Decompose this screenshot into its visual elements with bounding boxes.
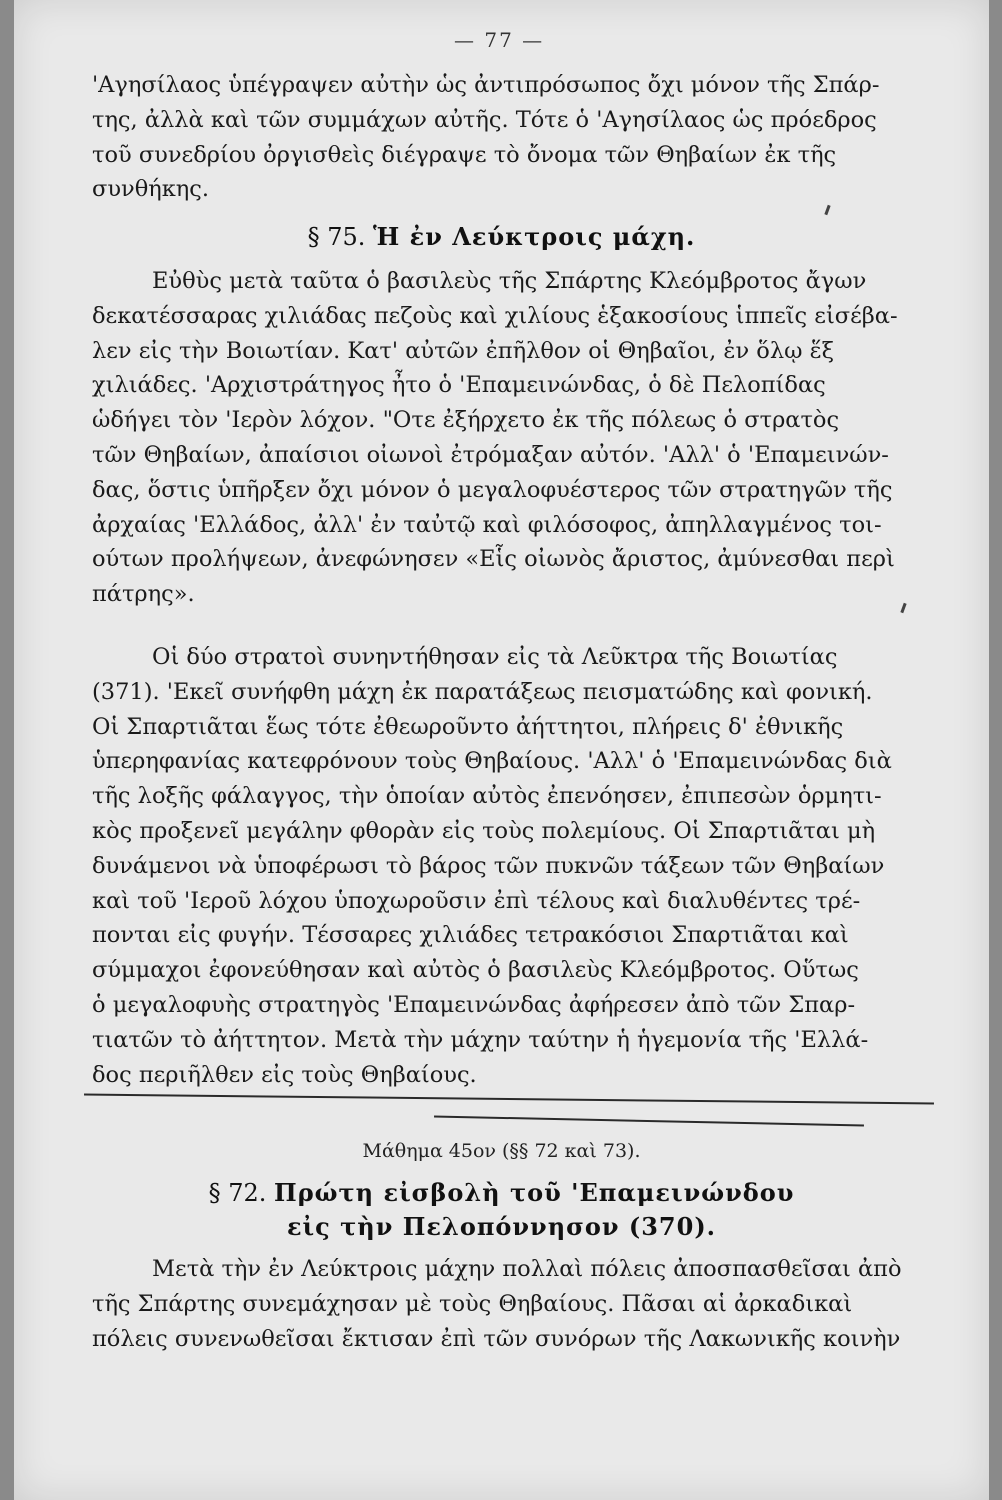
text-line: τιατῶν τὸ ἀήττητον. Μετὰ τὴν μάχην ταύτην ἡ ἡγεμονία τῆς 'Ελλά- — [92, 1026, 869, 1053]
text-line: ὁ μεγαλοφυὴς στρατηγὸς 'Επαμεινώνδας ἀφήρεσεν ἀπὸ τῶν Σπαρ- — [92, 991, 856, 1018]
text-line: δεκατέσσαρας χιλιάδας πεζοὺς καὶ χιλίους ἑξακοσίους ἱππεῖς εἰσέβα- — [92, 302, 898, 329]
section-title: Ἡ ἐν Λεύκτροις μάχη. — [373, 222, 696, 251]
text-line: δος περιῆλθεν εἰς τοὺς Θηβαίους. — [92, 1061, 477, 1088]
text-line: πονται εἰς φυγήν. Τέσσαρες χιλιάδες τετρακόσιοι Σπαρτιᾶται καὶ — [92, 922, 849, 949]
text-line: καὶ τοῦ 'Ιεροῦ λόχου ὑποχωροῦσιν ἐπὶ τέλους καὶ διαλυθέντες τρέ- — [92, 887, 861, 914]
section-title-line2: εἰς τὴν Πελοπόννησον (370). — [286, 1212, 717, 1241]
text-line: λεν εἰς τὴν Βοιωτίαν. Κατ' αὐτῶν ἐπῆλθον οἱ Θηβαῖοι, ἐν ὅλῳ ἕξ — [92, 337, 835, 364]
text-line: Μετὰ τὴν ἐν Λεύκτροις μάχην πολλαὶ πόλεις ἀποσπασθεῖσαι ἀπὸ — [152, 1256, 902, 1282]
section-number: § 75. — [307, 223, 366, 251]
paragraph-continuation — [92, 68, 918, 207]
text-line: Οἱ δύο στρατοὶ συνηντήθησαν εἰς τὰ Λεῦκτρα τῆς Βοιωτίας — [152, 644, 838, 670]
paragraph-leuctra-intro — [92, 264, 918, 612]
text-line: δυνάμενοι νὰ ὑποφέρωσι τὸ βάρος τῶν πυκνῶν τάξεων τῶν Θηβαίων — [92, 852, 885, 879]
text-line: κὸς προξενεῖ μεγάλην φθορὰν εἰς τοὺς πολεμίους. Οἱ Σπαρτιᾶται μὴ — [92, 817, 876, 844]
paragraph-invasion — [92, 1252, 918, 1356]
paragraph-battle — [92, 640, 918, 1092]
text-line: 'Αγησίλαος ὑπέγραψεν αὐτὴν ὡς ἀντιπρόσωπος ὄχι μόνον τῆς Σπάρ- — [92, 72, 880, 98]
section-number: § 72. — [208, 1179, 267, 1207]
section-heading-75 — [14, 222, 989, 251]
text-line: τῶν Θηβαίων, ἀπαίσιοι οἰωνοὶ ἐτρόμαξαν αὐτόν. 'Αλλ' ὁ 'Επαμεινών- — [92, 441, 889, 468]
lesson-label: Μάθημα 45ον (§§ 72 καὶ 73). — [362, 1140, 641, 1162]
section-heading-72-line2 — [14, 1212, 989, 1241]
pencil-strike-line — [84, 1094, 934, 1105]
text-line: ὡδήγει τὸν 'Ιερὸν λόχον. "Οτε ἐξήρχετο ἐκ τῆς πόλεως ὁ στρατὸς — [92, 407, 840, 434]
text-line: ούτων προλήψεων, ἀνεφώνησεν «Εἷς οἰωνὸς ἄριστος, ἀμύνεσθαι περὶ — [92, 546, 895, 573]
text-line: δας, ὅστις ὑπῆρξεν ὄχι μόνον ὁ μεγαλοφυέστερος τῶν στρατηγῶν τῆς — [92, 476, 893, 503]
pencil-strike-line — [434, 1115, 864, 1126]
text-line: της, ἀλλὰ καὶ τῶν συμμάχων αὐτῆς. Τότε ὁ 'Αγησίλαος ὡς πρόεδρος — [92, 106, 877, 133]
text-line: συνθήκης. — [92, 176, 210, 203]
text-line: τῆς Σπάρτης συνεμάχησαν μὲ τοὺς Θηβαίους. Πᾶσαι αἱ ἀρκαδικαὶ — [92, 1290, 853, 1317]
text-line: Οἱ Σπαρτιᾶται ἕως τότε ἐθεωροῦντο ἀήττητοι, πλήρεις δ' ἐθνικῆς — [92, 713, 844, 740]
text-line: πάτρης». — [92, 581, 195, 608]
text-line: χιλιάδες. 'Αρχιστράτηγος ἦτο ὁ 'Επαμεινώνδας, ὁ δὲ Πελοπίδας — [92, 372, 826, 399]
text-line: τοῦ συνεδρίου ὀργισθεὶς διέγραψε τὸ ὄνομα τῶν Θηβαίων ἐκ τῆς — [92, 141, 837, 168]
text-line: ἀρχαίας 'Ελλάδος, ἀλλ' ἐν ταὐτῷ καὶ φιλόσοφος, ἀπηλλαγμένος τοι- — [92, 511, 882, 538]
section-heading-72 — [14, 1178, 989, 1207]
book-page — [14, 0, 989, 1500]
section-title: Πρώτη εἰσβολὴ τοῦ 'Επαμεινώνδου — [274, 1178, 795, 1207]
text-line: τῆς λοξῆς φάλαγγος, τὴν ὁποίαν αὐτὸς ἐπενόησεν, ἐπιπεσὼν ὁρμητι- — [92, 783, 882, 810]
text-line: σύμμαχοι ἐφονεύθησαν καὶ αὐτὸς ὁ βασιλεὺς Κλεόμβροτος. Οὕτως — [92, 957, 859, 984]
text-line: Εὐθὺς μετὰ ταῦτα ὁ βασιλεὺς τῆς Σπάρτης Κλεόμβροτος ἄγων — [152, 268, 867, 294]
text-line: ὑπερηφανίας κατεφρόνουν τοὺς Θηβαίους. 'Αλλ' ὁ 'Επαμεινώνδας διὰ — [92, 748, 892, 775]
text-line: (371). 'Εκεῖ συνήφθη μάχη ἐκ παρατάξεως πεισματώδης καὶ φονική. — [92, 678, 873, 705]
text-line: πόλεις συνενωθεῖσαι ἔκτισαν ἐπὶ τῶν συνόρων τῆς Λακωνικῆς κοινὴν — [92, 1325, 901, 1352]
page-number: — 77 — — [454, 28, 545, 52]
